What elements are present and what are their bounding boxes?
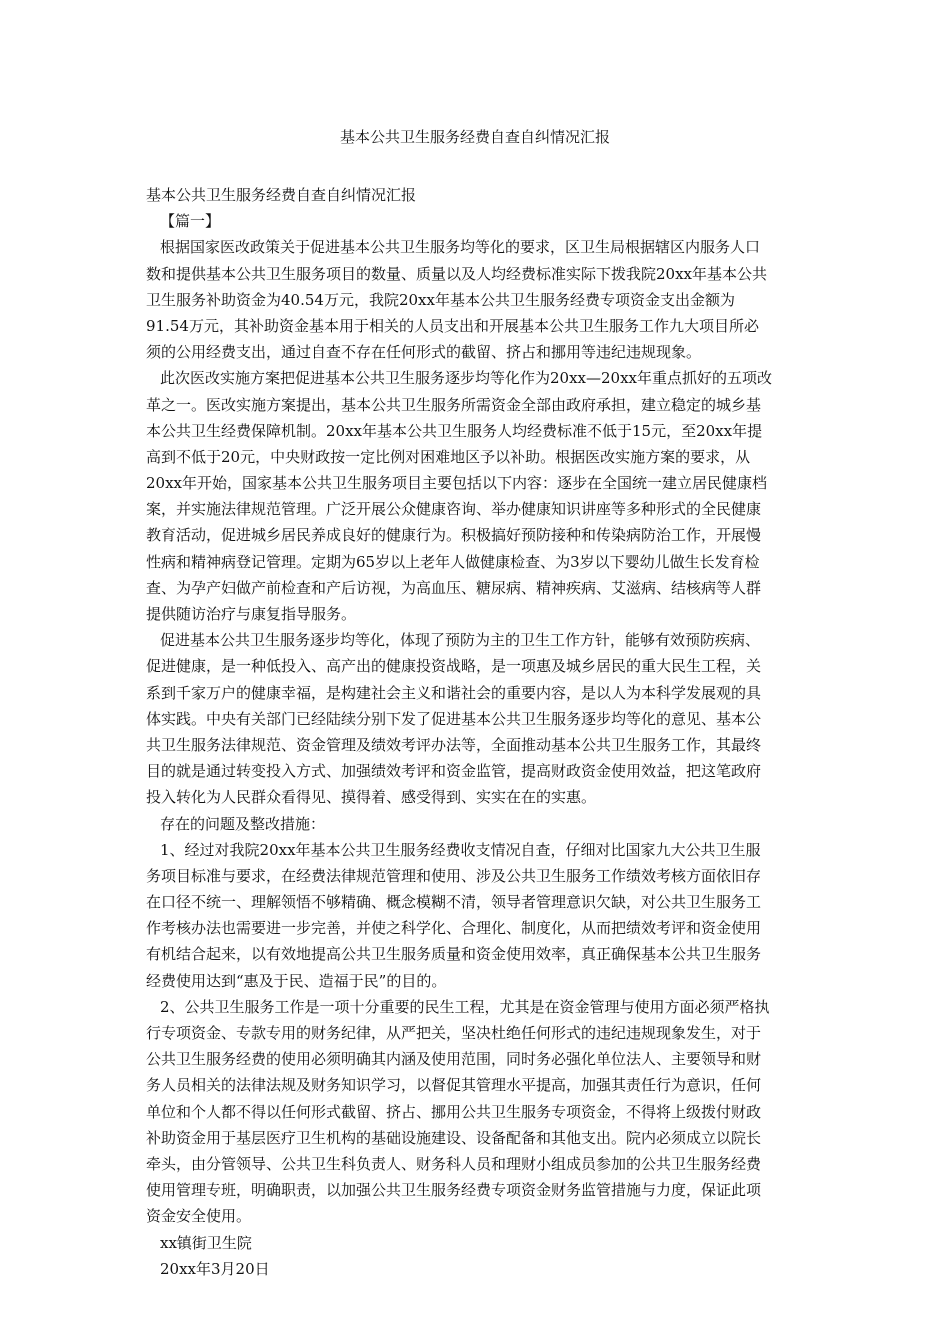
text-line: 目的就是通过转变投入方式、加强绩效考评和资金监管，提高财政资金使用效益，把这笔政府 — [146, 762, 762, 781]
text-line: 数和提供基本公共卫生服务项目的数量、质量以及人均经费标准实际下拨我院20xx年基本公共 — [146, 264, 768, 283]
text-line: 补助资金用于基层医疗卫生机构的基础设施建设、设备配备和其他支出。院内必须成立以院长 — [146, 1128, 762, 1147]
text-line: 卫生服务补助资金为40.54万元，我院20xx年基本公共卫生服务经费专项资金支出金额为 — [146, 290, 735, 309]
text-line: 务人员相关的法律法规及财务知识学习，以督促其管理水平提高，加强其责任行为意识，任何 — [146, 1076, 762, 1095]
text-line: 投入转化为人民群众看得见、摸得着、感受得到、实实在在的实惠。 — [146, 788, 597, 807]
text-line: 在口径不统一、理解领悟不够精确、概念模糊不清，领导者管理意识欠缺，对公共卫生服务工 — [146, 893, 762, 912]
text-line: 促进健康，是一种低投入、高产出的健康投资战略，是一项惠及城乡居民的重大民生工程，关 — [146, 657, 762, 676]
section-label: 【篇一】 — [160, 212, 221, 231]
text-line: 系到千家万户的健康幸福，是构建社会主义和谐社会的重要内容，是以人为本科学发展观的具 — [146, 683, 762, 702]
text-line: 此次医改实施方案把促进基本公共卫生服务逐步均等化作为20xx—20xx年重点抓好的五项改 — [160, 369, 773, 388]
document-body — [146, 234, 804, 1282]
text-line: 20xx年开始，国家基本公共卫生服务项目主要包括以下内容：逐步在全国统一建立居民健康档 — [146, 474, 768, 493]
document-title: 基本公共卫生服务经费自查自纠情况汇报 — [339, 128, 610, 146]
text-line: 资金安全使用。 — [146, 1207, 252, 1226]
text-line: 有机结合起来，以有效地提高公共卫生服务质量和资金使用效率，真正确保基本公共卫生服务 — [146, 945, 762, 964]
text-line: 性病和精神病登记管理。定期为65岁以上老年人做健康检查、为3岁以下婴幼儿做生长发育检 — [146, 552, 760, 571]
text-line: 经费使用达到“惠及于民、造福于民”的目的。 — [146, 971, 447, 990]
text-line: 20xx年3月20日 — [160, 1259, 270, 1278]
text-line: xx镇街卫生院 — [160, 1233, 252, 1252]
text-line: 案，并实施法律规范管理。广泛开展公众健康咨询、举办健康知识讲座等多种形式的全民健康 — [146, 500, 762, 519]
text-line: 查、为孕产妇做产前检查和产后访视，为高血压、糖尿病、精神疾病、艾滋病、结核病等人群 — [146, 578, 762, 597]
text-line: 革之一。医改实施方案提出，基本公共卫生服务所需资金全部由政府承担，建立稳定的城乡基 — [146, 395, 762, 414]
text-line: 务项目标准与要求，在经费法律规范管理和使用、涉及公共卫生服务工作绩效考核方面依旧存 — [146, 866, 762, 885]
text-line: 1、经过对我院20xx年基本公共卫生服务经费收支情况自查，仔细对比国家九大公共卫生服 — [160, 840, 761, 859]
text-line: 单位和个人都不得以任何形式截留、挤占、挪用公共卫生服务专项资金，不得将上级拨付财政 — [146, 1102, 762, 1121]
text-line: 高到不低于20元，中央财政按一定比例对困难地区予以补助。根据医改实施方案的要求，从 — [146, 447, 751, 466]
text-line: 存在的问题及整改措施： — [160, 814, 326, 833]
text-line: 须的公用经费支出，通过自查不存在任何形式的截留、挤占和挪用等违纪违规现象。 — [146, 343, 702, 362]
text-line: 本公共卫生经费保障机制。20xx年基本公共卫生服务人均经费标准不低于15元，至20xx年提 — [146, 421, 763, 440]
text-line: 体实践。中央有关部门已经陆续分别下发了促进基本公共卫生服务逐步均等化的意见、基本公 — [146, 709, 762, 728]
text-line: 促进基本公共卫生服务逐步均等化，体现了预防为主的卫生工作方针，能够有效预防疾病、 — [160, 631, 761, 650]
text-line: 根据国家医改政策关于促进基本公共卫生服务均等化的要求，区卫生局根据辖区内服务人口 — [160, 238, 761, 257]
document-subtitle: 基本公共卫生服务经费自查自纠情况汇报 — [146, 186, 417, 204]
text-line: 牵头，由分管领导、公共卫生科负责人、财务科人员和理财小组成员参加的公共卫生服务经费 — [146, 1154, 762, 1173]
text-line: 公共卫生服务经费的使用必须明确其内涵及使用范围，同时务必强化单位法人、主要领导和财 — [146, 1050, 762, 1069]
text-line: 行专项资金、专款专用的财务纪律，从严把关，坚决杜绝任何形式的违纪违规现象发生，对于 — [146, 1024, 762, 1042]
text-line: 提供随访治疗与康复指导服务。 — [146, 605, 357, 623]
text-line: 使用管理专班，明确职责，以加强公共卫生服务经费专项资金财务监管措施与力度，保证此项 — [146, 1181, 762, 1200]
text-line: 2、公共卫生服务工作是一项十分重要的民生工程，尤其是在资金管理与使用方面必须严格执 — [160, 997, 770, 1016]
text-line: 共卫生服务法律规范、资金管理及绩效考评办法等，全面推动基本公共卫生服务工作，其最终 — [146, 735, 762, 754]
text-line: 作考核办法也需要进一步完善，并使之科学化、合理化、制度化，从而把绩效考评和资金使用 — [146, 919, 762, 938]
text-line: 91.54万元，其补助资金基本用于相关的人员支出和开展基本公共卫生服务工作九大项目所必 — [146, 316, 759, 335]
text-line: 教育活动，促进城乡居民养成良好的健康行为。积极搞好预防接种和传染病防治工作，开展慢 — [146, 526, 762, 545]
